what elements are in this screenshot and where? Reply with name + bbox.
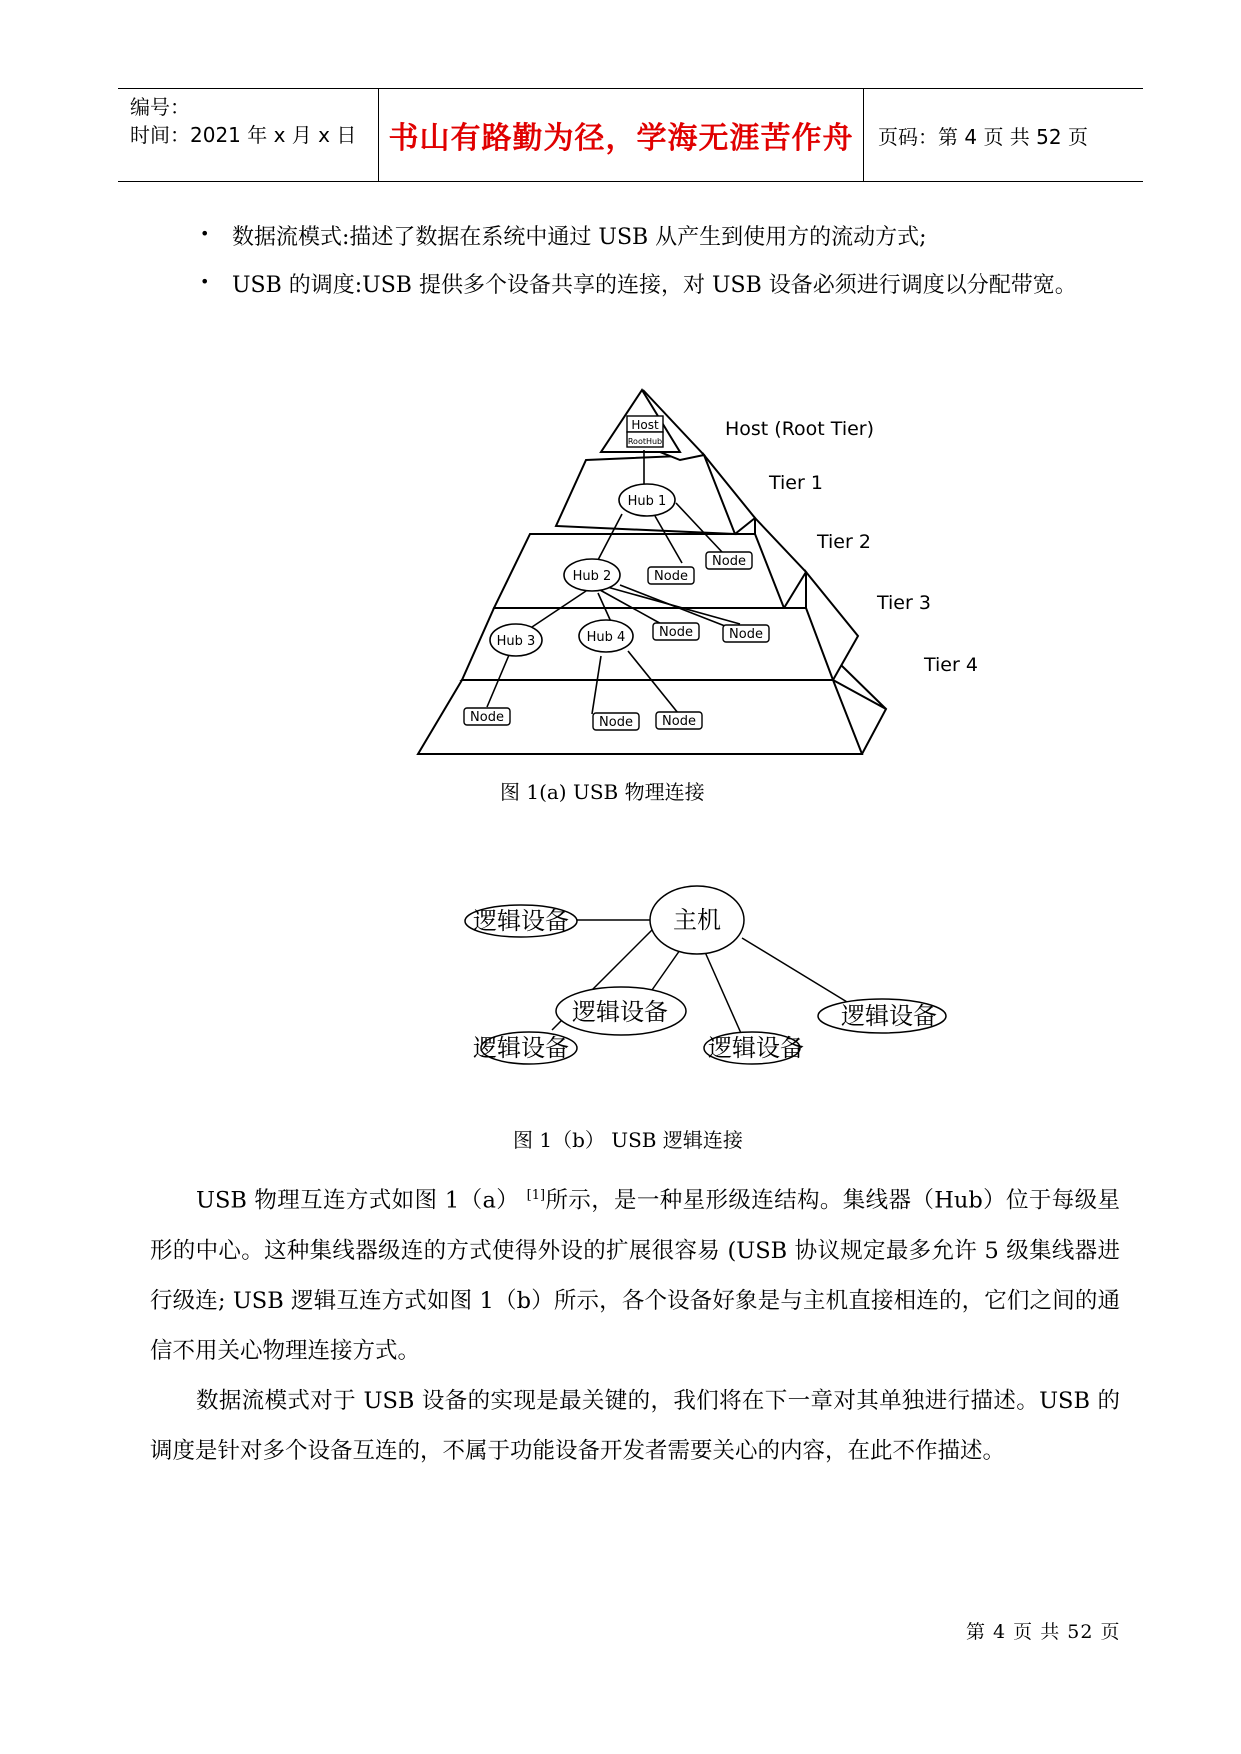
hub-3-label: Hub 3 — [496, 634, 536, 649]
header-meta-cell — [118, 89, 378, 181]
tier-label-2: Tier 2 — [817, 531, 871, 553]
logical-device-label: 逻辑设备 — [708, 1034, 804, 1062]
hub-2-label: Hub 2 — [572, 569, 612, 584]
citation-ref: [1] — [526, 1188, 546, 1203]
tier-label-1: Tier 1 — [769, 472, 823, 494]
number-label: 编号： — [130, 95, 190, 119]
usb-physical-topology-diagram — [400, 380, 1020, 760]
logical-device-label: 逻辑设备 — [473, 1034, 569, 1062]
body-text — [150, 1171, 1120, 1476]
header-page-cell — [864, 89, 1143, 181]
bullet-dot-icon: • — [200, 272, 210, 291]
tier-label-3: Tier 3 — [877, 592, 931, 614]
page-footer: 第 4 页 共 52 页 — [966, 1621, 1121, 1643]
page-code: 页码：第 4 页 共 52 页 — [878, 124, 1088, 149]
host-box-label: Host — [631, 418, 659, 432]
bullet-text: USB 的调度:USB 提供多个设备共享的连接，对 USB 设备必须进行调度以分配带宽。 — [232, 273, 1077, 298]
tier-2-front — [494, 534, 784, 608]
node-label: Node — [599, 715, 633, 730]
paragraph-text: 所示，是一种星形级连结构。集线器（Hub）位于每级星形的中心。这种集线器级连的方式使得外设的扩展很容易 (USB 协议规定最多允许 5 级集线器进行级连; USB 逻辑互连方式如图 1（b）所示，各个设备好象是与主机直接相连的，它们之间的通信不用关心物理连接方式。 — [150, 1187, 1120, 1364]
node-label: Node — [712, 554, 746, 569]
bullet-dot-icon: • — [200, 224, 210, 243]
page-header — [118, 88, 1143, 182]
date-text: 时间：2021 年 x 月 x 日 — [130, 123, 357, 147]
node-label: Node — [654, 569, 688, 584]
logical-device-label: 逻辑设备 — [473, 907, 569, 935]
figure-a-caption: 图 1(a) USB 物理连接 — [500, 780, 705, 804]
hub-4-label: Hub 4 — [586, 630, 626, 645]
bullet-text: 数据流模式:描述了数据在系统中通过 USB 从产生到使用方的流动方式; — [232, 225, 927, 250]
host-node-label: 主机 — [673, 906, 721, 934]
figure-b-caption: 图 1（b） USB 逻辑连接 — [513, 1128, 743, 1152]
logical-device-label: 逻辑设备 — [841, 1002, 937, 1030]
paragraph-text: USB 物理互连方式如图 1（a） — [196, 1187, 527, 1214]
logical-device-label: 逻辑设备 — [572, 998, 668, 1026]
hub-1-label: Hub 1 — [627, 494, 667, 509]
roothub-box-label: RootHub — [627, 437, 663, 446]
header-motto-cell — [378, 89, 864, 181]
node-label: Node — [659, 625, 693, 640]
paragraph — [150, 1171, 1120, 1376]
motto: 书山有路勤为径，学海无涯苦作舟 — [388, 121, 854, 156]
tier-label-host: Host (Root Tier) — [725, 418, 875, 440]
usb-logical-topology-diagram — [450, 870, 960, 1080]
tier-label-4: Tier 4 — [924, 654, 978, 676]
node-label: Node — [729, 627, 763, 642]
node-label: Node — [662, 714, 696, 729]
node-label: Node — [470, 710, 504, 725]
paragraph: 数据流模式对于 USB 设备的实现是最关键的，我们将在下一章对其单独进行描述。USB 的调度是针对多个设备互连的，不属于功能设备开发者需要关心的内容，在此不作描述。 — [150, 1387, 1120, 1464]
